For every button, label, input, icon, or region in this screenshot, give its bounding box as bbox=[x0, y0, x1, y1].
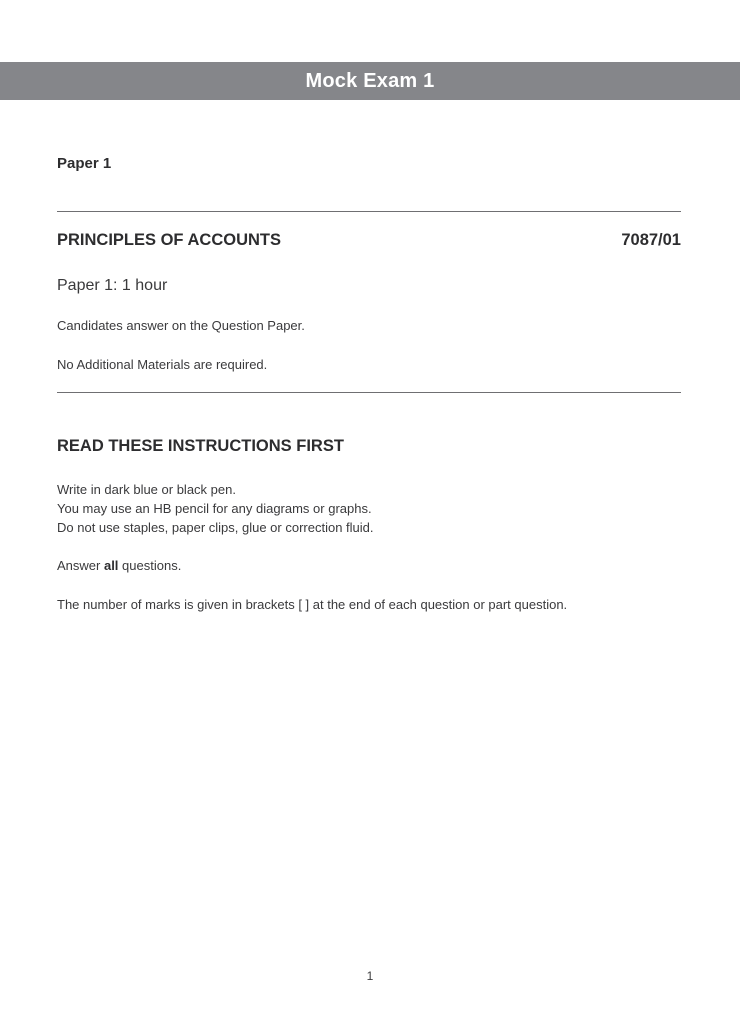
page-content bbox=[57, 155, 681, 613]
answer-instruction bbox=[57, 558, 681, 574]
candidates-note: Candidates answer on the Question Paper. bbox=[57, 318, 305, 333]
answer-instruction-prefix: Answer bbox=[57, 558, 104, 573]
exam-title: Mock Exam 1 bbox=[305, 69, 435, 92]
instruction-line: Write in dark blue or black pen. bbox=[57, 482, 236, 497]
paper-duration: Paper 1: 1 hour bbox=[57, 277, 168, 294]
answer-instruction-suffix: questions. bbox=[118, 558, 182, 573]
paper-number-label: Paper 1 bbox=[57, 155, 112, 172]
instruction-lines bbox=[57, 480, 681, 537]
instruction-line: Do not use staples, paper clips, glue or correction fluid. bbox=[57, 520, 374, 535]
divider-rule-top bbox=[57, 211, 681, 212]
paper-code: 7087/01 bbox=[621, 231, 681, 249]
materials-note: No Additional Materials are required. bbox=[57, 357, 268, 372]
exam-title-banner bbox=[0, 62, 740, 100]
instructions-heading: READ THESE INSTRUCTIONS FIRST bbox=[57, 437, 344, 455]
answer-instruction-emphasis: all bbox=[103, 558, 119, 573]
instruction-line: You may use an HB pencil for any diagrams or graphs. bbox=[57, 501, 372, 516]
subject-header-row bbox=[57, 231, 681, 250]
divider-rule-bottom bbox=[57, 392, 681, 393]
marks-note: The number of marks is given in brackets [ ] at the end of each question or part question. bbox=[57, 597, 568, 612]
subject-title: PRINCIPLES OF ACCOUNTS bbox=[57, 231, 281, 249]
page-number: 1 bbox=[366, 969, 374, 983]
page-footer bbox=[0, 969, 740, 983]
